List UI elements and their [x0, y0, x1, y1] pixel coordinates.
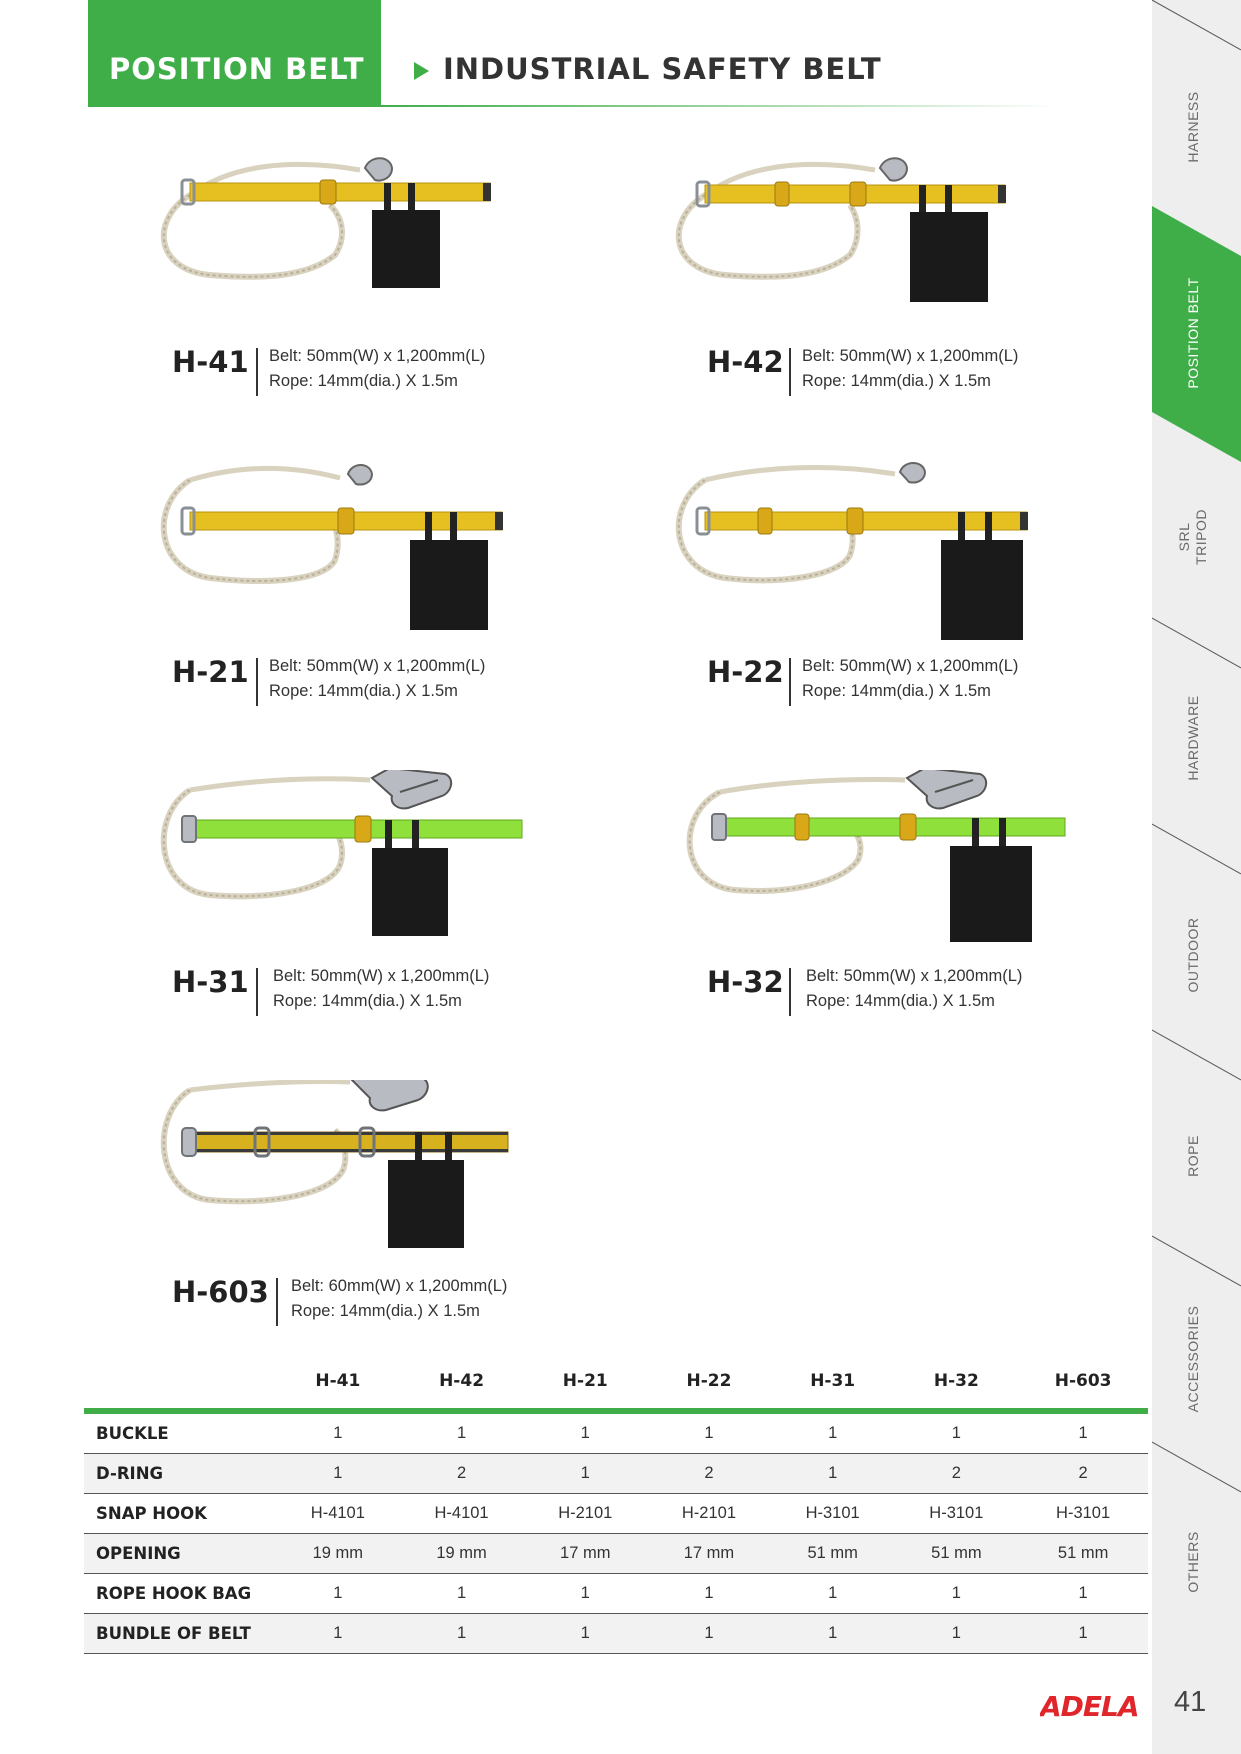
table-cell: 1: [276, 1454, 400, 1494]
product-card: [160, 1080, 580, 1380]
table-cell: 51 mm: [771, 1534, 895, 1574]
spec-comparison-table: [84, 1360, 1148, 1654]
product-card: [160, 460, 580, 760]
table-row: [84, 1574, 1148, 1614]
spec-belt: Belt: 50mm(W) x 1,200mm(L): [806, 967, 1023, 985]
table-cell: H-3101: [771, 1494, 895, 1534]
spec-divider: [256, 658, 258, 706]
table-cell: 1: [895, 1411, 1019, 1454]
table-column-header: H-42: [400, 1360, 524, 1411]
spec-rope: Rope: 14mm(dia.) X 1.5m: [273, 992, 462, 1010]
product-card: [675, 150, 1095, 450]
table-cell: 17 mm: [647, 1534, 771, 1574]
table-cell: 1: [523, 1454, 647, 1494]
table-cell: H-3101: [895, 1494, 1019, 1534]
table-row: [84, 1454, 1148, 1494]
table-cell: H-4101: [276, 1494, 400, 1534]
row-label: OPENING: [84, 1534, 276, 1574]
table-cell: 1: [276, 1574, 400, 1614]
table-column-header: H-32: [895, 1360, 1019, 1411]
table-cell: 1: [771, 1614, 895, 1654]
table-cell: 17 mm: [523, 1534, 647, 1574]
spec-divider: [789, 658, 791, 706]
section-tab: [88, 0, 381, 107]
product-code: H-22: [707, 655, 784, 689]
spec-belt: Belt: 50mm(W) x 1,200mm(L): [269, 657, 486, 675]
page-title: INDUSTRIAL SAFETY BELT: [443, 52, 882, 86]
row-label: SNAP HOOK: [84, 1494, 276, 1534]
spec-rope: Rope: 14mm(dia.) X 1.5m: [806, 992, 995, 1010]
table-cell: 2: [647, 1454, 771, 1494]
product-code: H-31: [172, 965, 249, 999]
sidebar-item-label-line2: TRIPOD: [1193, 509, 1209, 565]
spec-belt: Belt: 50mm(W) x 1,200mm(L): [273, 967, 490, 985]
spec-belt: Belt: 50mm(W) x 1,200mm(L): [802, 347, 1019, 365]
header-divider: [381, 105, 1059, 107]
table-cell: 51 mm: [1018, 1534, 1148, 1574]
spec-rope: Rope: 14mm(dia.) X 1.5m: [269, 682, 458, 700]
spec-rope: Rope: 14mm(dia.) X 1.5m: [802, 372, 991, 390]
row-label: BUCKLE: [84, 1411, 276, 1454]
row-label: BUNDLE OF BELT: [84, 1614, 276, 1654]
sidebar-item-label: HARDWARE: [1185, 695, 1201, 781]
table-cell: 1: [523, 1411, 647, 1454]
product-code: H-41: [172, 345, 249, 379]
spec-divider: [256, 348, 258, 396]
row-label: ROPE HOOK BAG: [84, 1574, 276, 1614]
table-column-header: H-41: [276, 1360, 400, 1411]
table-cell: 2: [400, 1454, 524, 1494]
svg-text:ADELA: ADELA: [1040, 1690, 1139, 1722]
table-cell: 1: [523, 1614, 647, 1654]
table-cell: 1: [771, 1411, 895, 1454]
table-cell: 2: [1018, 1454, 1148, 1494]
sidebar-decoration: [1152, 0, 1241, 1754]
sidebar-item-label: OUTDOOR: [1185, 917, 1201, 993]
table-cell: 51 mm: [895, 1534, 1019, 1574]
table-cell: 1: [647, 1411, 771, 1454]
product-card: [675, 460, 1095, 760]
table-cell: 1: [400, 1574, 524, 1614]
position-belt-image: [675, 460, 1095, 640]
product-code: H-32: [707, 965, 784, 999]
spec-divider: [789, 348, 791, 396]
table-cell: 1: [647, 1614, 771, 1654]
table-column-header: H-31: [771, 1360, 895, 1411]
table-cell: 19 mm: [276, 1534, 400, 1574]
sidebar-item-label-line1: SRL: [1176, 522, 1192, 552]
sidebar-item-label: POSITION BELT: [1185, 277, 1201, 389]
table-cell: 1: [523, 1574, 647, 1614]
position-belt-image: [160, 770, 580, 950]
section-tab-label: POSITION BELT: [109, 52, 365, 86]
spec-divider: [789, 968, 791, 1016]
product-code: H-21: [172, 655, 249, 689]
spec-divider: [276, 1278, 278, 1326]
sidebar-item-label: ACCESSORIES: [1185, 1305, 1201, 1413]
table-cell: 1: [1018, 1574, 1148, 1614]
table-column-header: H-603: [1018, 1360, 1148, 1411]
adela-logo: [1040, 1690, 1140, 1722]
table-cell: 1: [895, 1614, 1019, 1654]
position-belt-image: [160, 1080, 580, 1260]
table-row: [84, 1534, 1148, 1574]
table-cell: 1: [647, 1574, 771, 1614]
play-arrow-icon: [414, 62, 429, 80]
table-cell: 1: [1018, 1614, 1148, 1654]
position-belt-image: [675, 770, 1095, 950]
table-cell: 1: [895, 1574, 1019, 1614]
product-card: [160, 770, 580, 1070]
row-label: D-RING: [84, 1454, 276, 1494]
position-belt-image: [160, 150, 580, 330]
spec-rope: Rope: 14mm(dia.) X 1.5m: [802, 682, 991, 700]
product-card: [675, 770, 1095, 1070]
table-cell: H-2101: [523, 1494, 647, 1534]
table-row: [84, 1411, 1148, 1454]
sidebar-item-label: ROPE: [1185, 1135, 1201, 1177]
table-cell: 1: [276, 1411, 400, 1454]
product-code: H-42: [707, 345, 784, 379]
table-cell: 19 mm: [400, 1534, 524, 1574]
table-cell: 1: [771, 1574, 895, 1614]
spec-rope: Rope: 14mm(dia.) X 1.5m: [291, 1302, 480, 1320]
spec-belt: Belt: 50mm(W) x 1,200mm(L): [802, 657, 1019, 675]
table-row: [84, 1614, 1148, 1654]
position-belt-image: [675, 150, 1095, 330]
table-column-header: H-21: [523, 1360, 647, 1411]
table-cell: 2: [895, 1454, 1019, 1494]
table-cell: 1: [400, 1614, 524, 1654]
spec-divider: [256, 968, 258, 1016]
table-cell: 1: [400, 1411, 524, 1454]
table-cell: H-4101: [400, 1494, 524, 1534]
table-cell: H-2101: [647, 1494, 771, 1534]
spec-belt: Belt: 50mm(W) x 1,200mm(L): [269, 347, 486, 365]
table-header-blank: [84, 1360, 276, 1411]
sidebar-item-label: OTHERS: [1185, 1531, 1201, 1593]
table-cell: 1: [276, 1614, 400, 1654]
table-column-header: H-22: [647, 1360, 771, 1411]
sidebar-item-label: HARNESS: [1185, 91, 1201, 163]
spec-rope: Rope: 14mm(dia.) X 1.5m: [269, 372, 458, 390]
spec-belt: Belt: 60mm(W) x 1,200mm(L): [291, 1277, 508, 1295]
sidebar-item-label: [1176, 509, 1210, 565]
table-cell: H-3101: [1018, 1494, 1148, 1534]
table-cell: 1: [1018, 1411, 1148, 1454]
product-code: H-603: [172, 1275, 269, 1309]
table-row: [84, 1494, 1148, 1534]
position-belt-image: [160, 460, 580, 640]
table-cell: 1: [771, 1454, 895, 1494]
page-number: 41: [1174, 1686, 1207, 1718]
table-header-row: [84, 1360, 1148, 1411]
product-card: [160, 150, 580, 450]
